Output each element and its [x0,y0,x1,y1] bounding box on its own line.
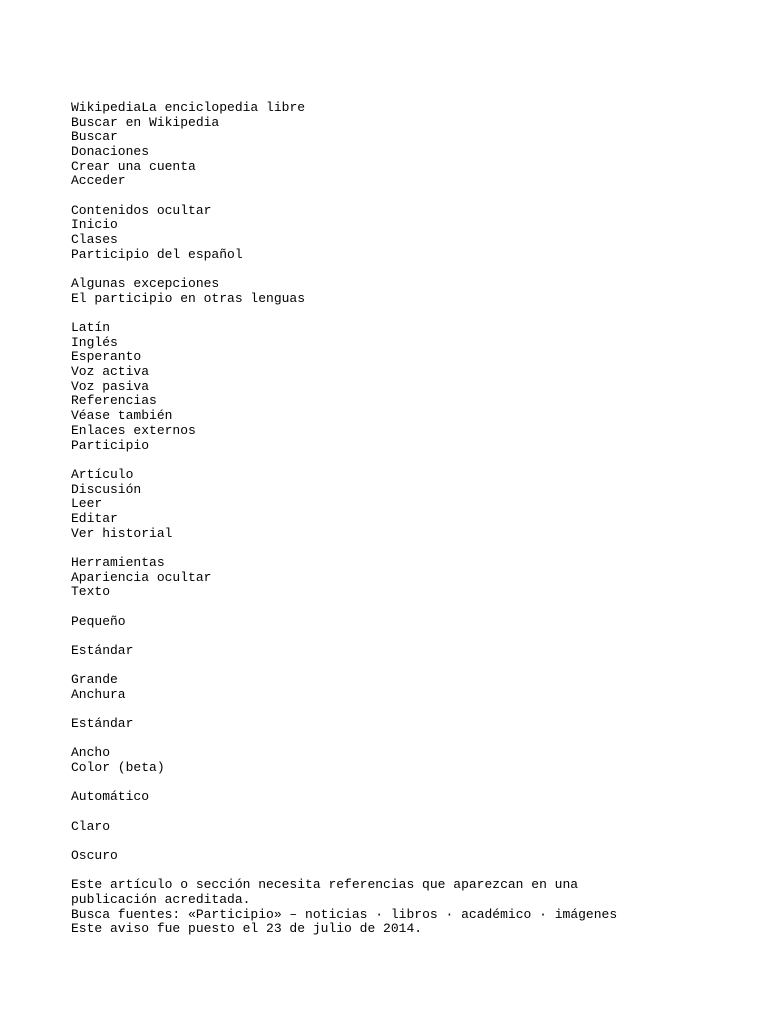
toc-item-clases[interactable]: Clases [71,232,118,248]
appearance-header [71,571,721,586]
width-standard-option[interactable]: Estándar [71,716,134,732]
width-wide-option[interactable]: Ancho [71,745,111,761]
donate-link[interactable]: Donaciones [71,144,150,160]
color-label: Color (beta) [71,760,165,775]
toc-header [71,204,721,219]
spacer [71,541,721,556]
login-link[interactable]: Acceder [71,173,126,189]
toc-item-enlaces-externos[interactable]: Enlaces externos [71,422,196,438]
separator: · [367,906,391,922]
spacer [71,629,721,644]
tab-editar[interactable]: Editar [71,510,118,526]
tab-articulo[interactable]: Artículo [71,466,134,482]
sources-line [71,908,721,923]
separator: · [437,906,462,922]
notice-date: Este aviso fue puesto el 23 de julio de 2014. [71,921,423,937]
tab-leer[interactable]: Leer [71,496,103,512]
toc-hide-button[interactable]: ocultar [156,202,212,218]
spacer [71,702,721,717]
site-tagline: La enciclopedia libre [141,100,306,115]
spacer [71,864,721,879]
appearance-hide-button[interactable]: ocultar [156,569,212,585]
text-size-label: Texto [71,584,111,600]
spacer [71,189,721,204]
site-header [71,101,721,116]
references-notice: Este artículo o sección necesita referencias que aparezcan en una publicación acreditada. [71,877,579,907]
page-content [71,101,721,937]
toc-item-voz-activa[interactable]: Voz activa [71,364,150,380]
color-dark-option[interactable]: Oscuro [71,847,118,863]
search-input[interactable]: Buscar en Wikipedia [71,114,220,130]
text-size-standard-option[interactable]: Estándar [71,642,134,658]
toc-title: Contenidos [71,202,150,218]
toc-item-otras-lenguas[interactable]: El participio en otras lenguas [71,290,306,306]
sources-prefix: Busca fuentes: «Participio» – [71,906,306,922]
tools-menu-button[interactable]: Herramientas [71,554,165,570]
toc-item-ingles[interactable]: Inglés [71,334,118,350]
create-account-link[interactable]: Crear una cuenta [71,158,196,174]
sources-books-link[interactable]: libros [390,906,438,922]
toc-item-latin[interactable]: Latín [71,320,111,336]
text-size-large-option[interactable]: Grande [71,672,118,688]
sources-news-link[interactable]: noticias [305,906,368,922]
sources-academic-link[interactable]: académico [461,906,532,922]
spacer [71,600,721,615]
tab-discusion[interactable]: Discusión [71,481,142,497]
toc-item-voz-pasiva[interactable]: Voz pasiva [71,378,150,394]
color-light-option[interactable]: Claro [71,818,111,834]
spacer [71,262,721,277]
toc-item-referencias[interactable]: Referencias [71,393,157,409]
spacer [71,805,721,820]
toc-item-esperanto[interactable]: Esperanto [71,349,142,365]
tab-ver-historial[interactable]: Ver historial [71,525,173,541]
separator: · [531,906,555,922]
spacer [71,776,721,791]
spacer [71,306,721,321]
toc-item-vease-tambien[interactable]: Véase también [71,408,173,424]
toc-item-participio-espanol[interactable]: Participio del español [71,246,243,262]
toc-item-excepciones[interactable]: Algunas excepciones [71,276,220,292]
wikipedia-logo-link[interactable]: Wikipedia [71,100,142,115]
appearance-title: Apariencia [71,569,150,585]
spacer [71,732,721,747]
spacer [71,658,721,673]
spacer [71,453,721,468]
sources-images-link[interactable]: imágenes [554,906,618,922]
search-button[interactable]: Buscar [71,129,118,145]
text-size-small-option[interactable]: Pequeño [71,613,126,629]
spacer [71,834,721,849]
toc-item-inicio[interactable]: Inicio [71,217,118,233]
page-title: Participio [71,437,150,453]
color-automatic-option[interactable]: Automático [71,789,150,805]
width-label: Anchura [71,686,126,702]
